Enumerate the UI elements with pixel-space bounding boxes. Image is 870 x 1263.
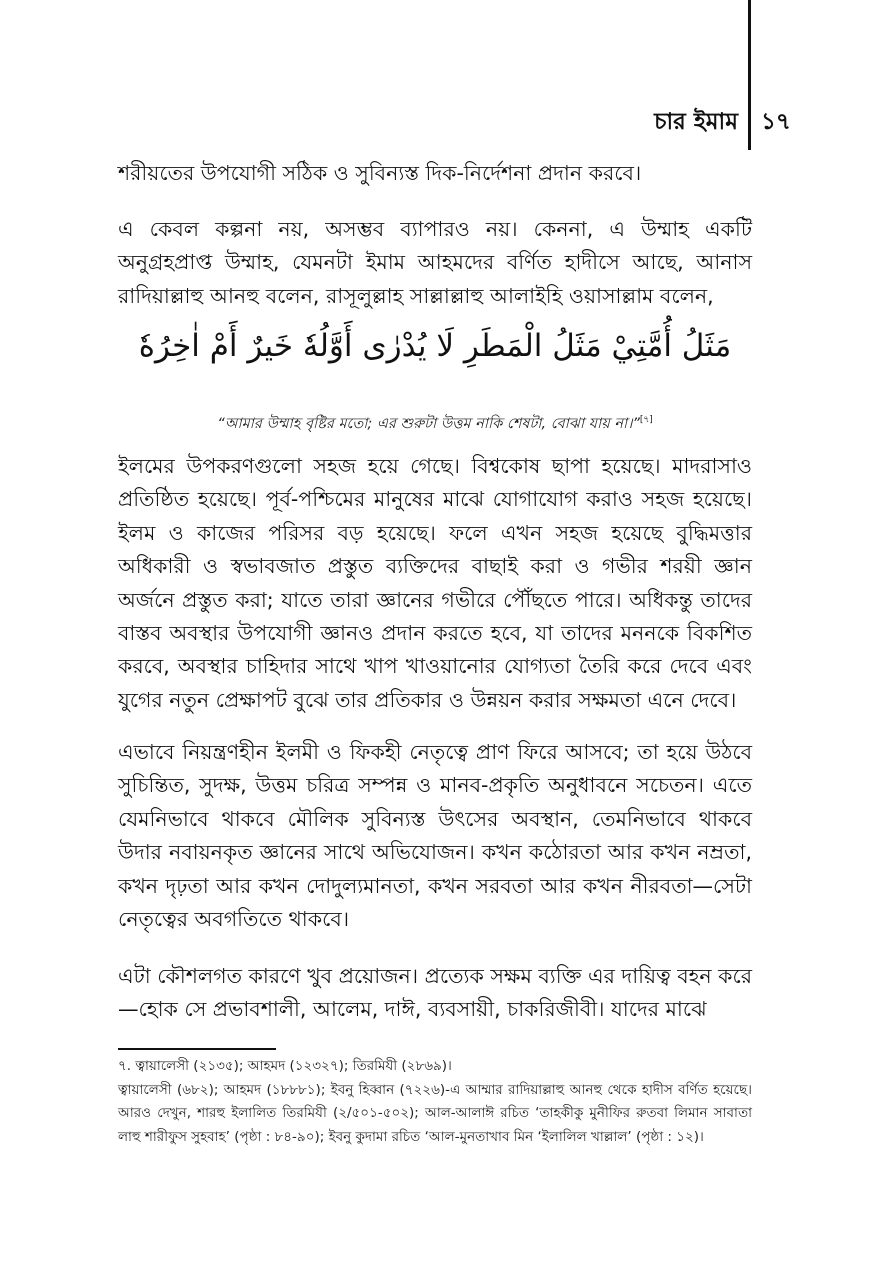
paragraph-3: ইলমের উপকরণগুলো সহজ হয়ে গেছে। বিশ্বকোষ ছাপা হয়েছে। মাদরাসাও প্রতিষ্ঠিত হয়েছে। পূর্ব-পশ্চিমের মানুষের মাঝে যোগাযোগ করাও সহজ হয়েছে। ইলম ও কাজের পরিসর বড় হয়েছে। ফলে এখন সহজ হয়েছে বুদ্ধিমত্তার অধিকারী ও স্বভাবজাত প্রস্তুত ব্যক্তিদের বাছাই করা ও গভীর শরয়ী জ্ঞান অর্জনে প্রস্তুত করা; যাতে তারা জ্ঞানের গভীরে পৌঁছতে পারে। অধিকন্তু তাদের বাস্তব অবস্থার উপযোগী জ্ঞানও প্রদান করতে হবে, যা তাদের মননকে বিকশিত করবে, অবস্থার চাহিদার সাথে খাপ খাওয়ানোর যোগ্যতা তৈরি করে দেবে এবং যুগের নতুন প্রেক্ষাপট বুঝে তার প্রতিকার ও উন্নয়ন করার সক্ষমতা এনে দেবে। — [118, 454, 752, 712]
page-number: ১৭ — [761, 109, 791, 135]
footnotes — [118, 1055, 752, 1150]
hadith-translation-text: “আমার উম্মাহ বৃষ্টির মতো; এর শুরুটা উত্তম নাকি শেষটা, বোঝা যায় না।” — [217, 415, 640, 432]
footnote-line-2: ত্বায়ালেসী (৬৮২); আহমদ (১৮৮৮১); ইবনু হিব্বান (৭২২৬)-এ আম্মার রাদিয়াল্লাহু আনহু থেকে হাদীস বর্ণিত হয়েছে। আরও দেখুন, শারহু ইলালিত তিরমিযী (২/৫০১-৫০২); আল-আলাঈ রচিত ‘তাহকীকু মুনীফির রুতবা লিমান সাবাতা লাহু শারীফুস সুহবাহ’ (পৃষ্ঠা : ৮৪-৯০); ইবনু কুদামা রচিত ‘আল-মুনতাখাব মিন ‘ইলালিল খাল্লাল’ (পৃষ্ঠা : ১২)। — [118, 1081, 752, 1146]
hadith-translation — [118, 412, 752, 437]
hadith-arabic: مَثَلُ أُمَّتِيْ مَثَلُ الْمَطَرِ لَا يُدْرٰى أَوَّلُهٗ خَيرٌ أَمْ اٰخِرُهٗ — [138, 328, 732, 364]
footnote-line-1: ৭. ত্বায়ালেসী (২১৩৫); আহমদ (১২৩২৭); তিরমিযী (২৮৬৯)। — [118, 1058, 452, 1074]
paragraph-4: এভাবে নিয়ন্ত্রণহীন ইলমী ও ফিকহী নেতৃত্বে প্রাণ ফিরে আসবে; তা হয়ে উঠবে সুচিন্তিত, সুদক্ষ, উত্তম চরিত্র সম্পন্ন ও মানব-প্রকৃতি অনুধাবনে সচেতন। এতে যেমনিভাবে থাকবে মৌলিক সুবিন্যস্ত উৎসের অবস্থান, তেমনিভাবে থাকবে উদার নবায়নকৃত জ্ঞানের সাথে অভিযোজন। কখন কঠোরতা আর কখন নম্রতা, কখন দৃঢ়তা আর কখন দোদুল্যমানতা, কখন সরবতা আর কখন নীরবতা—সেটা নেতৃত্বের অবগতিতে থাকবে। — [118, 740, 752, 932]
running-title: চার ইমাম — [654, 109, 738, 135]
header-divider — [748, 0, 751, 150]
footnote-reference: [৭] — [639, 415, 653, 425]
footnote-divider — [118, 1048, 276, 1050]
paragraph-5: এটা কৌশলগত কারণে খুব প্রয়োজন। প্রত্যেক সক্ষম ব্যক্তি এর দায়িত্ব বহন করে—হোক সে প্রভাবশালী, আলেম, দাঈ, ব্যবসায়ী, চাকরিজীবী। যাদের মাঝে — [118, 964, 752, 1022]
paragraph-1: শরীয়তের উপযোগী সঠিক ও সুবিন্যস্ত দিক-নির্দেশনা প্রদান করবে। — [118, 161, 642, 185]
paragraph-2: এ কেবল কল্পনা নয়, অসম্ভব ব্যাপারও নয়। কেননা, এ উম্মাহ একটি অনুগ্রহপ্রাপ্ত উম্মাহ, যেমনটা ইমাম আহমদের বর্ণিত হাদীসে আছে, আনাস রাদিয়াল্লাহু আনহু বলেন, রাসূলুল্লাহ সাল্লাল্লাহু আলাইহি ওয়াসাল্লাম বলেন, — [118, 217, 752, 308]
